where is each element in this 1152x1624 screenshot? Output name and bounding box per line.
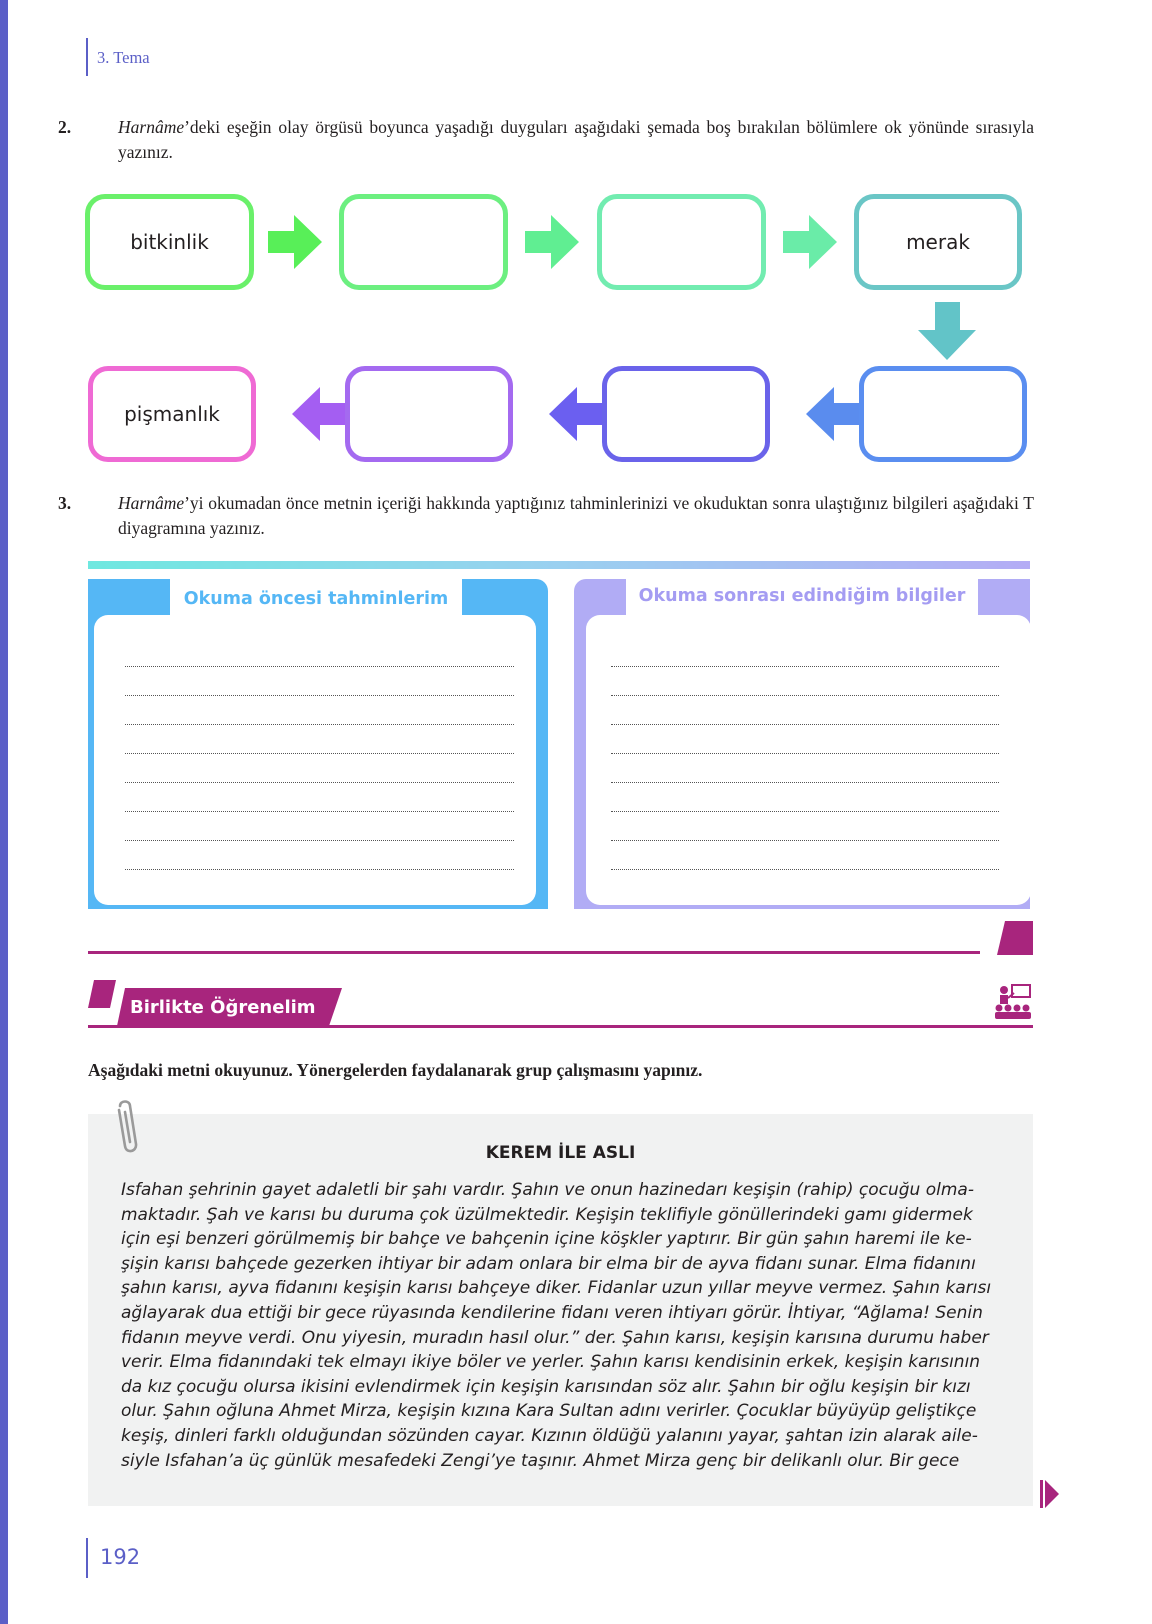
arrow-down-icon bbox=[918, 302, 976, 360]
writing-line bbox=[125, 811, 514, 812]
arrow-right-icon bbox=[783, 215, 837, 269]
question-text: ’yi okumadan önce metnin içeriği hakkında yaptığınız tahminlerinizi ve okuduktan sonra ulaştığınız bilgileri aşağıdaki T diyagramına yazınız. bbox=[118, 493, 1034, 538]
reading-line: için eşi benzeri görülmemiş bir bahçe ve bahçenin içine köşkler yaptırır. Bir gün şahın haremi ile ke- bbox=[121, 1229, 972, 1250]
reading-line: Isfahan şehrinin gayet adaletli bir şahı vardır. Şahın ve onun hazinedarı keşişin (rahip) çocuğu olma- bbox=[121, 1180, 974, 1200]
section-underline bbox=[88, 1025, 1033, 1028]
writing-line bbox=[611, 666, 999, 667]
right-writing-area[interactable] bbox=[586, 615, 1031, 905]
emotion-box-7[interactable] bbox=[345, 366, 513, 462]
writing-line bbox=[611, 782, 999, 783]
reading-line: fidanın meyve verdi. Onu yiyesin, muradın hasıl olur.” der. Şahın karısı, keşişin karısına durumu haber bbox=[121, 1327, 989, 1348]
reading-line: maktadır. Şah ve karısı bu duruma çok üzülmektedir. Keşişin teklifiyle gönüllerindeki gamı gidermek bbox=[121, 1204, 973, 1225]
question-number: 3. bbox=[58, 493, 72, 513]
question-number: 2. bbox=[58, 117, 72, 137]
writing-line bbox=[125, 782, 514, 783]
emotion-box-3[interactable] bbox=[597, 194, 766, 290]
emotion-box-1: bitkinlik bbox=[85, 194, 254, 290]
reading-line: olur. Şahın oğluna Ahmet Mirza, keşişin kızına Kara Sultan adını verirler. Çocuklar büyüyüp geliştikçe bbox=[121, 1401, 977, 1422]
writing-line bbox=[611, 840, 999, 841]
writing-line bbox=[125, 695, 514, 696]
footer-rule bbox=[86, 1538, 88, 1578]
reading-line: verir. Elma fidanındaki tek elmayı ikiye böler ve yerler. Şahın karısı kendisinin erkek, keşişin karısının bbox=[121, 1352, 981, 1373]
reading-line: keşiş, dinleri farklı olduğundan sözünden cayar. Kızının öldüğü yalanını yayar, şahtan izin alarak aile- bbox=[121, 1425, 978, 1446]
reading-line: ağlayarak dua ettiği bir gece rüyasında kendilerine fidanı veren ihtiyarı görür. İhtiyar, “Ağlama! Senin bbox=[121, 1302, 983, 1323]
arrow-left-icon bbox=[292, 387, 346, 441]
group-learning-icon bbox=[994, 984, 1032, 1020]
reading-line: siyle Isfahan’a üç günlük mesafedeki Zengi’ye taşınır. Ahmet Mirza genç bir delikanlı olur. Bir gece bbox=[121, 1450, 960, 1471]
writing-line bbox=[125, 666, 514, 667]
reading-line: şişin karısı bahçede gezerken ihtiyar bir adam onlara bir elma bir de ayva fidanı sunar. Elma fidanını bbox=[121, 1253, 976, 1274]
writing-line bbox=[125, 840, 514, 841]
emotion-box-2[interactable] bbox=[339, 194, 508, 290]
arrow-right-icon bbox=[268, 215, 322, 269]
section-divider bbox=[88, 951, 980, 954]
question-text: ’deki eşeğin olay örgüsü boyunca yaşadığı duyguları aşağıdaki şemada boş bırakılan bölümlere ok yönünde sırasıyla yazınız. bbox=[118, 117, 1034, 162]
left-panel-title: Okuma öncesi tahminlerim bbox=[183, 589, 449, 609]
divider-tab bbox=[997, 921, 1033, 955]
emotion-box-4: merak bbox=[854, 194, 1022, 290]
emotion-box-8: pişmanlık bbox=[88, 366, 256, 462]
reading-title: KEREM İLE ASLI bbox=[485, 1143, 636, 1163]
emotion-box-6[interactable] bbox=[602, 366, 770, 462]
question-3 bbox=[58, 491, 1034, 541]
reading-line: şahın karısı, ayva fidanını keşişin karısı bahçeye diker. Fidanlar uzun yıllar meyve vermez. Şahın karısı bbox=[121, 1278, 992, 1299]
work-title: Harnâme bbox=[118, 117, 185, 137]
left-writing-area[interactable] bbox=[94, 615, 536, 905]
work-title: Harnâme bbox=[118, 493, 185, 513]
writing-line bbox=[125, 753, 514, 754]
arrow-left-icon bbox=[806, 387, 860, 441]
writing-line bbox=[611, 869, 999, 870]
arrow-right-icon bbox=[525, 215, 579, 269]
reading-line: da kız çocuğu olursa ikisini evlendirmek için keşişin karısından söz alır. Şahın bir oğlu keşişin bir kızı bbox=[121, 1376, 971, 1397]
page-number: 192 bbox=[100, 1545, 141, 1569]
reading-body bbox=[121, 1178, 1009, 1473]
writing-line bbox=[611, 811, 999, 812]
writing-line bbox=[611, 695, 999, 696]
section-title: Birlikte Öğrenelim bbox=[130, 997, 316, 1018]
writing-line bbox=[611, 724, 999, 725]
writing-line bbox=[125, 724, 514, 725]
emotion-box-5[interactable] bbox=[859, 366, 1027, 462]
writing-line bbox=[125, 869, 514, 870]
chapter-label: 3. Tema bbox=[97, 48, 150, 67]
writing-line bbox=[611, 753, 999, 754]
continue-arrow-icon[interactable] bbox=[1040, 1480, 1060, 1508]
arrow-left-icon bbox=[549, 387, 603, 441]
instruction-text: Aşağıdaki metni okuyunuz. Yönergelerden faydalanarak grup çalışmasını yapınız. bbox=[88, 1060, 703, 1080]
t-diagram-top-bar bbox=[88, 561, 1030, 569]
right-panel-title: Okuma sonrası edindiğim bilgiler bbox=[638, 586, 966, 606]
